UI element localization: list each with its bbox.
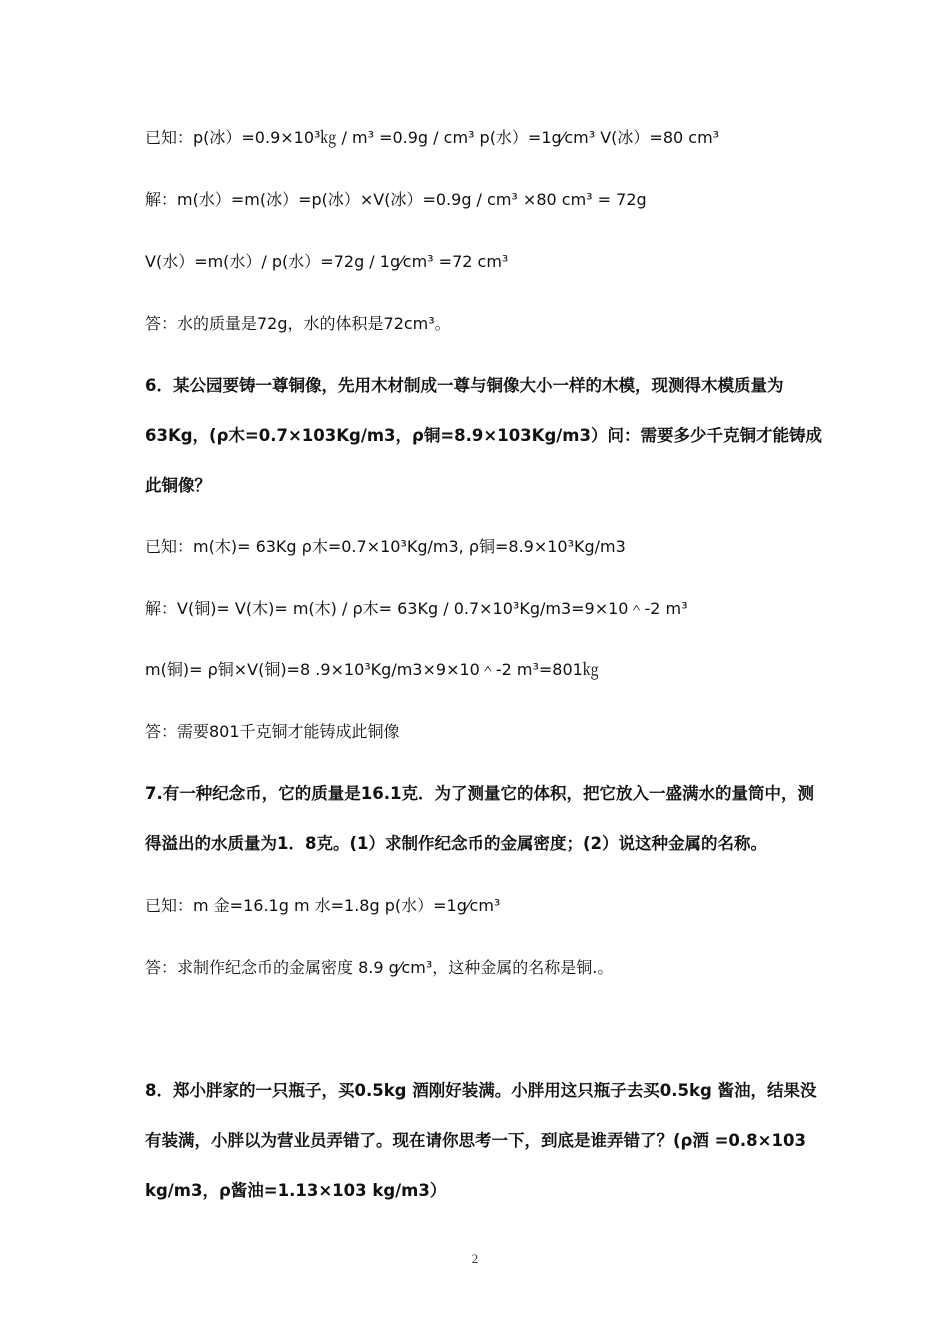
answer-water-line: 答：水的质量是72g，水的体积是72cm³。 (145, 314, 451, 333)
copper-mass-line: m(铜)= ρ铜×V(铜)=8 .9×10³Kg/m3×9×10＾-2 m³=801㎏ (145, 660, 599, 679)
question-8-line-2: 有装满，小胖以为营业员弄错了。现在请你思考一下，到底是谁弄错了？(ρ酒 =0.8×103 (145, 1131, 806, 1150)
question-6-line-1: 6．某公园要铸一尊铜像，先用木材制成一尊与铜像大小一样的木模，现测得木模质量为 (145, 376, 784, 395)
solution-water-mass-line: 解：m(水）=m(冰）=p(冰）×V(冰）=0.9g / cm³ ×80 cm³ = 72g (145, 190, 647, 209)
known-wood-mass-line: 已知：m(木)= 63Kg ρ木=0.7×10³Kg/m3, ρ铜=8.9×10³Kg/m3 (145, 537, 626, 556)
water-volume-line: V(水）=m(水）/ p(水）=72g / 1g⁄cm³ =72 cm³ (145, 252, 509, 271)
known-ice-density-line: 已知：p(冰）=0.9×10³㎏ / m³ =0.9g / cm³ p(水）=1g⁄cm³ V(冰）=80 cm³ (145, 128, 720, 147)
question-7-line-1: 7.有一种纪念币，它的质量是16.1克．为了测量它的体积，把它放入一盛满水的量筒中，测 (145, 784, 814, 803)
question-8-line-1: 8．郑小胖家的一只瓶子，买0.5kg 酒刚好装满。小胖用这只瓶子去买0.5kg 酱油，结果没 (145, 1081, 817, 1100)
answer-copper-line: 答：需要801千克铜才能铸成此铜像 (145, 722, 400, 741)
question-6-line-2: 63Kg，(ρ木=0.7×103Kg/m3，ρ铜=8.9×103Kg/m3）问：需要多少千克铜才能铸成 (145, 426, 822, 445)
answer-coin-line: 答：求制作纪念币的金属密度 8.9 g⁄cm³，这种金属的名称是铜.。 (145, 958, 614, 977)
question-6-line-3: 此铜像？ (145, 476, 211, 495)
page-number: 2 (471, 1251, 479, 1266)
known-coin-mass-line: 已知：m 金=16.1g m 水=1.8g p(水）=1g⁄cm³ (145, 896, 501, 915)
question-7-line-2: 得溢出的水质量为1．8克。(1）求制作纪念币的金属密度；(2）说这种金属的名称。 (145, 834, 768, 853)
question-8-line-3: kg/m3，ρ酱油=1.13×103 kg/m3） (145, 1181, 447, 1200)
solution-copper-volume-line: 解：V(铜)= V(木)= m(木) / ρ木= 63Kg / 0.7×10³Kg/m3=9×10＾-2 m³ (145, 599, 688, 618)
